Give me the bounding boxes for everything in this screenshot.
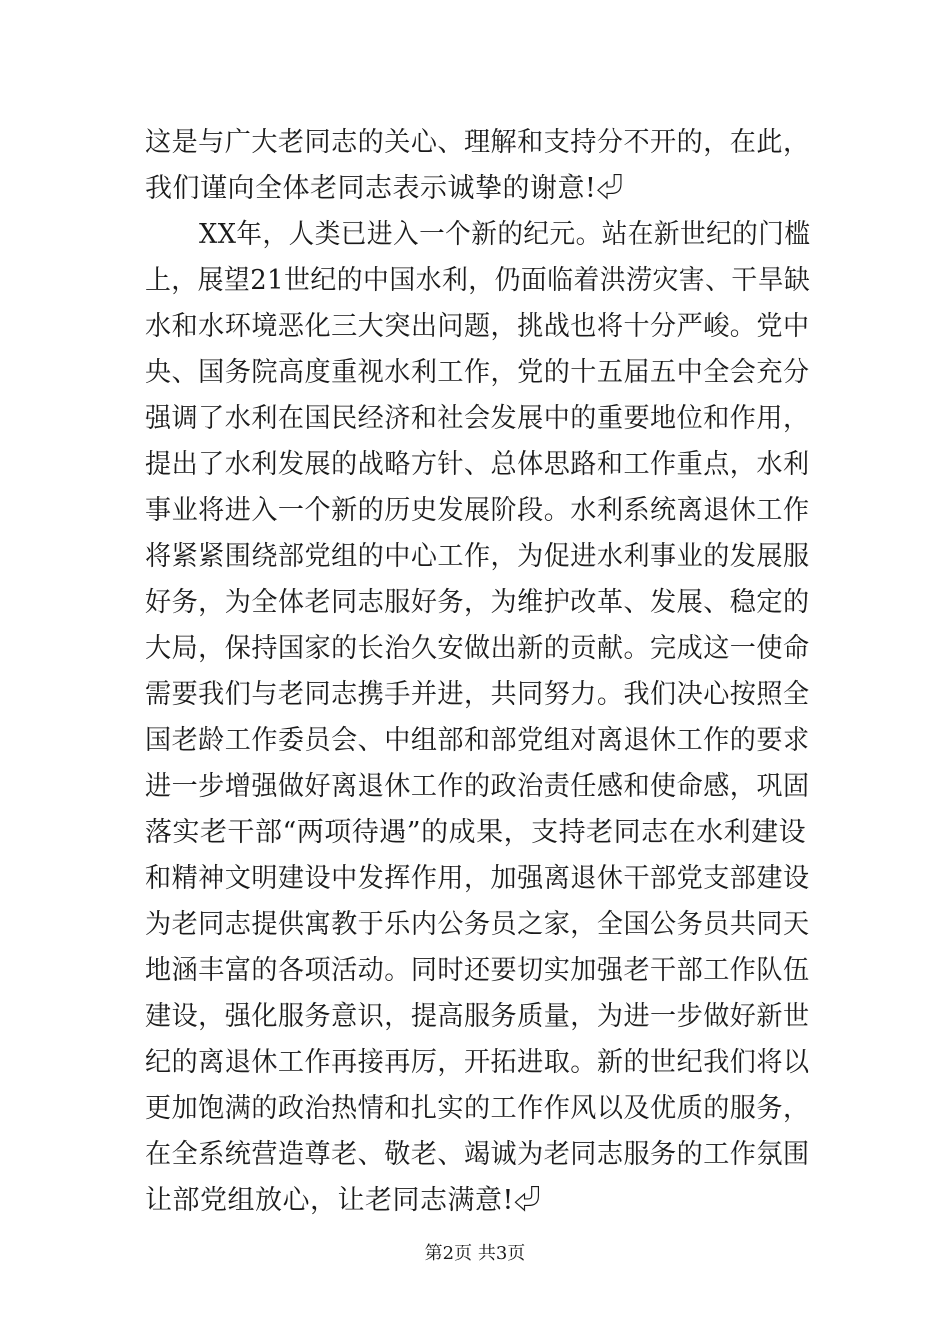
text-line-21: 纪的离退休工作再接再厉，开拓进取。新的世纪我们将以 [145,1047,810,1078]
text-line-10: 将紧紧围绕部党组的中心工作，为促进水利事业的发展服 [145,541,810,572]
text-line-17: 和精神文明建设中发挥作用，加强离退休干部党支部建设 [145,863,810,894]
text-line-2: 我们谨向全体老同志表示诚挚的谢意!⏎ [145,173,624,204]
text-line-9: 事业将进入一个新的历史发展阶段。水利系统离退休工作 [145,495,810,526]
text-line-23: 在全系统营造尊老、敬老、竭诚为老同志服务的工作氛围 [145,1139,810,1170]
text-line-19: 地涵丰富的各项活动。同时还要切实加强老干部工作队伍 [145,955,810,986]
text-line-13: 需要我们与老同志携手并进，共同努力。我们决心按照全 [145,679,810,710]
text-line-11: 好务，为全体老同志服好务，为维护改革、发展、稳定的 [145,587,810,618]
text-line-4: 上，展望21世纪的中国水利，仍面临着洪涝灾害、干旱缺 [145,265,811,296]
text-line-22: 更加饱满的政治热情和扎实的工作作风以及优质的服务， [145,1093,810,1124]
text-line-15: 进一步增强做好离退休工作的政治责任感和使命感，巩固 [145,771,810,802]
text-line-18: 为老同志提供寓教于乐内公务员之家，全国公务员共同天 [145,909,810,940]
text-line-24: 让部党组放心，让老同志满意!⏎ [145,1185,542,1216]
text-line-20: 建设，强化服务意识，提高服务质量，为进一步做好新世 [145,1001,810,1032]
text-line-6: 央、国务院高度重视水利工作，党的十五届五中全会充分 [145,357,810,388]
text-line-7: 强调了水利在国民经济和社会发展中的重要地位和作用， [145,403,810,434]
text-line-16: 落实老干部“两项待遇”的成果，支持老同志在水利建设 [145,817,807,848]
text-line-12: 大局，保持国家的长治久安做出新的贡献。完成这一使命 [145,633,810,664]
text-line-3: XX年，人类已进入一个新的纪元。站在新世纪的门槛 [199,219,811,250]
text-line-5: 水和水环境恶化三大突出问题，挑战也将十分严峻。党中 [145,311,810,342]
text-line-1: 这是与广大老同志的关心、理解和支持分不开的，在此， [145,127,810,158]
text-line-8: 提出了水利发展的战略方针、总体思路和工作重点，水利 [145,449,810,480]
text-line-14: 国老龄工作委员会、中组部和部党组对离退休工作的要求 [145,725,810,756]
page-number-footer: 第2页 共3页 [424,1243,526,1264]
